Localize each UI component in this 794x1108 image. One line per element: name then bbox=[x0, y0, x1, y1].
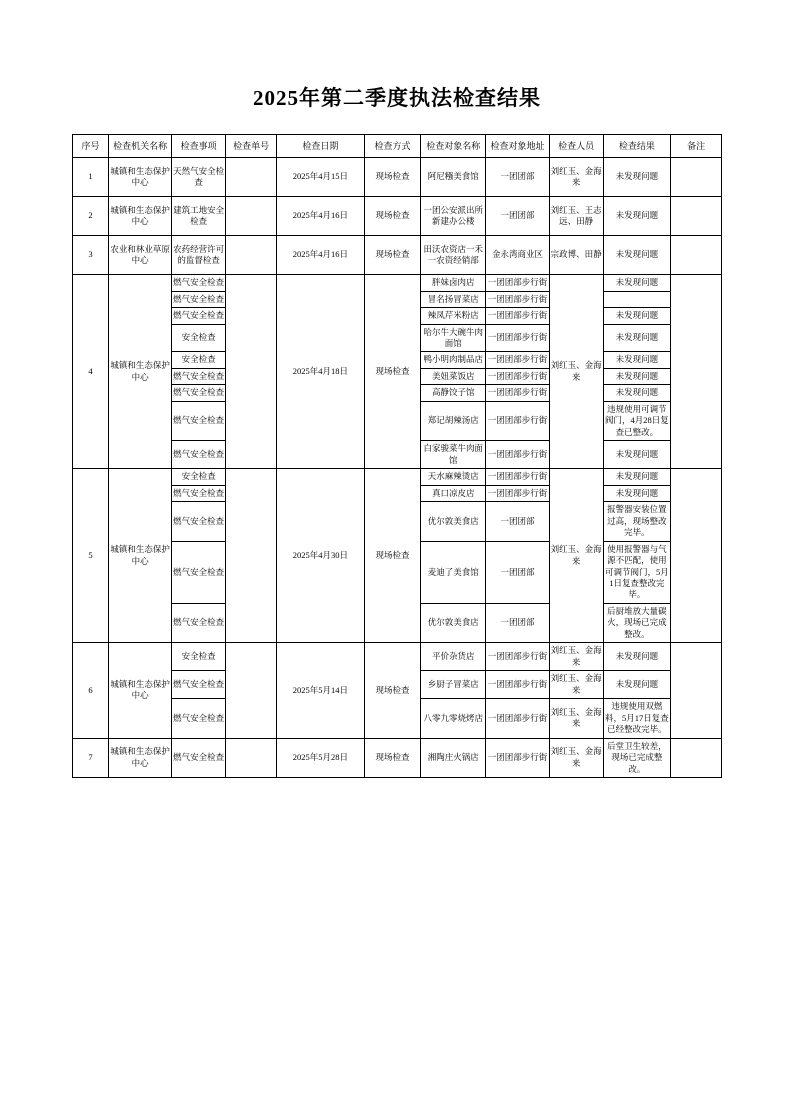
cell-object-address: 一团团部步行街 bbox=[486, 671, 549, 699]
cell-result: 未发现问题 bbox=[603, 385, 671, 401]
cell-remark bbox=[671, 158, 722, 197]
cell-result: 未发现问题 bbox=[603, 643, 671, 671]
cell-inspector: 刘红玉、金海来 bbox=[549, 699, 603, 738]
cell-item: 燃气安全检查 bbox=[172, 699, 226, 738]
cell-org: 城镇和生态保护中心 bbox=[109, 197, 172, 236]
cell-no: 4 bbox=[73, 275, 109, 469]
cell-item: 燃气安全检查 bbox=[172, 603, 226, 642]
cell-object-name: 湘陶庄火锅店 bbox=[421, 738, 486, 777]
table-row bbox=[73, 738, 722, 777]
cell-object-name: 天水麻辣烫店 bbox=[421, 469, 486, 485]
cell-item: 安全检查 bbox=[172, 643, 226, 671]
table-header-row bbox=[73, 135, 722, 158]
cell-object-address: 一团团部 bbox=[486, 158, 549, 197]
cell-object-address: 一团团部步行街 bbox=[486, 368, 549, 384]
cell-result: 未发现问题 bbox=[603, 441, 671, 469]
table-header bbox=[73, 135, 722, 158]
cell-item: 燃气安全检查 bbox=[172, 368, 226, 384]
cell-org: 城镇和生态保护中心 bbox=[109, 469, 172, 643]
cell-date: 2025年4月15日 bbox=[276, 158, 364, 197]
cell-no: 7 bbox=[73, 738, 109, 777]
cell-item: 天然气安全检查 bbox=[172, 158, 226, 197]
cell-remark bbox=[671, 197, 722, 236]
cell-object-name: 真口凉皮店 bbox=[421, 485, 486, 501]
col-header-no: 序号 bbox=[73, 135, 109, 158]
table-row bbox=[73, 158, 722, 197]
col-header-remark: 备注 bbox=[671, 135, 722, 158]
cell-object-address: 一团团部 bbox=[486, 603, 549, 642]
cell-result: 违规使用可调节阀门，4月28日复查已整改。 bbox=[603, 401, 671, 440]
cell-mode: 现场检查 bbox=[364, 469, 420, 643]
col-header-result: 检查结果 bbox=[603, 135, 671, 158]
cell-item: 燃气安全检查 bbox=[172, 502, 226, 541]
cell-result: 未发现问题 bbox=[603, 671, 671, 699]
table-row bbox=[73, 469, 722, 485]
col-header-form-no: 检查单号 bbox=[226, 135, 277, 158]
cell-object-name: 胖妹卤肉店 bbox=[421, 275, 486, 291]
cell-no: 2 bbox=[73, 197, 109, 236]
cell-mode: 现场检查 bbox=[364, 643, 420, 738]
cell-mode: 现场检查 bbox=[364, 158, 420, 197]
cell-item: 建筑工地安全检查 bbox=[172, 197, 226, 236]
cell-object-address: 一团团部步行街 bbox=[486, 308, 549, 324]
col-header-object-address: 检查对象地址 bbox=[486, 135, 549, 158]
cell-object-address: 一团团部步行街 bbox=[486, 291, 549, 307]
cell-remark bbox=[671, 738, 722, 777]
cell-object-address: 一团团部步行街 bbox=[486, 401, 549, 440]
cell-object-address: 一团团部步行街 bbox=[486, 385, 549, 401]
cell-object-name: 阿尼糨美食馆 bbox=[421, 158, 486, 197]
cell-result: 未发现问题 bbox=[603, 469, 671, 485]
cell-object-name: 辣凤芹米粉店 bbox=[421, 308, 486, 324]
col-header-mode: 检查方式 bbox=[364, 135, 420, 158]
cell-result: 未发现问题 bbox=[603, 275, 671, 291]
cell-object-name: 乡厨子冒菜店 bbox=[421, 671, 486, 699]
cell-date: 2025年4月18日 bbox=[276, 275, 364, 469]
cell-result: 未发现问题 bbox=[603, 352, 671, 368]
cell-object-address: 金永湾商业区 bbox=[486, 236, 549, 275]
cell-form-no bbox=[226, 158, 277, 197]
cell-mode: 现场检查 bbox=[364, 236, 420, 275]
cell-org: 农业和林业草原中心 bbox=[109, 236, 172, 275]
cell-item: 农药经营许可的监督检查 bbox=[172, 236, 226, 275]
cell-object-address: 一团团部步行街 bbox=[486, 485, 549, 501]
cell-date: 2025年5月28日 bbox=[276, 738, 364, 777]
table-body bbox=[73, 158, 722, 778]
cell-item: 燃气安全检查 bbox=[172, 441, 226, 469]
cell-mode: 现场检查 bbox=[364, 197, 420, 236]
cell-object-name: 田沃农资店一禾一农资经销部 bbox=[421, 236, 486, 275]
cell-inspector: 刘红玉、金海来 bbox=[549, 671, 603, 699]
col-header-org: 检查机关名称 bbox=[109, 135, 172, 158]
cell-remark bbox=[671, 275, 722, 469]
col-header-item: 检查事项 bbox=[172, 135, 226, 158]
cell-inspector: 刘红玉、金海来 bbox=[549, 469, 603, 643]
inspection-results-table bbox=[72, 134, 722, 778]
cell-date: 2025年5月14日 bbox=[276, 643, 364, 738]
cell-object-address: 一团团部步行街 bbox=[486, 441, 549, 469]
cell-item: 燃气安全检查 bbox=[172, 738, 226, 777]
cell-item: 燃气安全检查 bbox=[172, 308, 226, 324]
cell-result: 未发现问题 bbox=[603, 236, 671, 275]
cell-form-no bbox=[226, 197, 277, 236]
cell-object-address: 一团团部步行街 bbox=[486, 352, 549, 368]
cell-object-name: 优尔敦美食店 bbox=[421, 502, 486, 541]
cell-item: 燃气安全检查 bbox=[172, 485, 226, 501]
cell-object-address: 一团团部步行街 bbox=[486, 324, 549, 352]
cell-no: 6 bbox=[73, 643, 109, 738]
col-header-date: 检查日期 bbox=[276, 135, 364, 158]
cell-result: 未发现问题 bbox=[603, 324, 671, 352]
cell-result bbox=[603, 291, 671, 307]
cell-item: 燃气安全检查 bbox=[172, 671, 226, 699]
cell-result: 后厨堆放大量碳火，现场已完成整改。 bbox=[603, 603, 671, 642]
cell-object-name: 美妞菜饭店 bbox=[421, 368, 486, 384]
cell-date: 2025年4月16日 bbox=[276, 197, 364, 236]
cell-remark bbox=[671, 643, 722, 738]
cell-inspector: 刘红玉、金海来 bbox=[549, 158, 603, 197]
col-header-object-name: 检查对象名称 bbox=[421, 135, 486, 158]
cell-result: 未发现问题 bbox=[603, 197, 671, 236]
cell-remark bbox=[671, 236, 722, 275]
cell-result: 未发现问题 bbox=[603, 158, 671, 197]
cell-object-name: 麦迪了美食馆 bbox=[421, 541, 486, 603]
cell-object-name: 白家骏菜牛肉面馆 bbox=[421, 441, 486, 469]
cell-item: 安全检查 bbox=[172, 324, 226, 352]
cell-form-no bbox=[226, 738, 277, 777]
col-header-inspector: 检查人员 bbox=[549, 135, 603, 158]
cell-object-address: 一团团部 bbox=[486, 541, 549, 603]
cell-item: 安全检查 bbox=[172, 469, 226, 485]
page-title: 2025年第二季度执法检查结果 bbox=[253, 86, 541, 110]
cell-item: 燃气安全检查 bbox=[172, 541, 226, 603]
cell-form-no bbox=[226, 469, 277, 643]
cell-object-name: 鸭小明肉制品店 bbox=[421, 352, 486, 368]
cell-date: 2025年4月16日 bbox=[276, 236, 364, 275]
cell-result: 违规使用双燃料，5月17日复查已经整改完毕。 bbox=[603, 699, 671, 738]
cell-result: 未发现问题 bbox=[603, 485, 671, 501]
cell-object-name: 一团公安派出所新建办公楼 bbox=[421, 197, 486, 236]
cell-object-address: 一团团部 bbox=[486, 197, 549, 236]
cell-date: 2025年4月30日 bbox=[276, 469, 364, 643]
cell-object-address: 一团团部 bbox=[486, 502, 549, 541]
cell-no: 1 bbox=[73, 158, 109, 197]
cell-org: 城镇和生态保护中心 bbox=[109, 158, 172, 197]
cell-object-address: 一团团部步行街 bbox=[486, 469, 549, 485]
cell-object-address: 一团团部步行街 bbox=[486, 738, 549, 777]
cell-result: 后堂卫生较差，现场已完成整改。 bbox=[603, 738, 671, 777]
cell-no: 3 bbox=[73, 236, 109, 275]
cell-object-address: 一团团部步行街 bbox=[486, 275, 549, 291]
table-row bbox=[73, 275, 722, 291]
cell-mode: 现场检查 bbox=[364, 738, 420, 777]
cell-object-name: 八零九零烧烤店 bbox=[421, 699, 486, 738]
cell-object-address: 一团团部步行街 bbox=[486, 699, 549, 738]
cell-form-no bbox=[226, 275, 277, 469]
cell-object-name: 优尔敦美食店 bbox=[421, 603, 486, 642]
cell-item: 安全检查 bbox=[172, 352, 226, 368]
cell-form-no bbox=[226, 643, 277, 738]
cell-org: 城镇和生态保护中心 bbox=[109, 275, 172, 469]
cell-object-name: 高静饺子馆 bbox=[421, 385, 486, 401]
cell-inspector: 刘红玉、金海来 bbox=[549, 275, 603, 469]
cell-result: 使用报警器与气源不匹配，使用可调节阀门，5月1日复查整改完毕。 bbox=[603, 541, 671, 603]
cell-object-address: 一团团部步行街 bbox=[486, 643, 549, 671]
cell-object-name: 冒名扬冒菜店 bbox=[421, 291, 486, 307]
cell-object-name: 平价杂货店 bbox=[421, 643, 486, 671]
cell-inspector: 宗政博、田静 bbox=[549, 236, 603, 275]
cell-no: 5 bbox=[73, 469, 109, 643]
cell-item: 燃气安全检查 bbox=[172, 275, 226, 291]
table-row bbox=[73, 643, 722, 671]
cell-form-no bbox=[226, 236, 277, 275]
cell-remark bbox=[671, 469, 722, 643]
cell-item: 燃气安全检查 bbox=[172, 385, 226, 401]
cell-object-name: 哈尔牛大碗牛肉面馆 bbox=[421, 324, 486, 352]
table-row bbox=[73, 197, 722, 236]
cell-item: 燃气安全检查 bbox=[172, 291, 226, 307]
cell-mode: 现场检查 bbox=[364, 275, 420, 469]
cell-inspector: 刘红玉、金海来 bbox=[549, 643, 603, 671]
cell-org: 城镇和生态保护中心 bbox=[109, 738, 172, 777]
cell-item: 燃气安全检查 bbox=[172, 401, 226, 440]
cell-result: 未发现问题 bbox=[603, 368, 671, 384]
cell-result: 报警器安装位置过高，现场整改完毕。 bbox=[603, 502, 671, 541]
cell-inspector: 刘红玉、王志远、田静 bbox=[549, 197, 603, 236]
table-row bbox=[73, 236, 722, 275]
cell-org: 城镇和生态保护中心 bbox=[109, 643, 172, 738]
cell-inspector: 刘红玉、金海来 bbox=[549, 738, 603, 777]
cell-result: 未发现问题 bbox=[603, 308, 671, 324]
cell-object-name: 郑记胡辣汤店 bbox=[421, 401, 486, 440]
